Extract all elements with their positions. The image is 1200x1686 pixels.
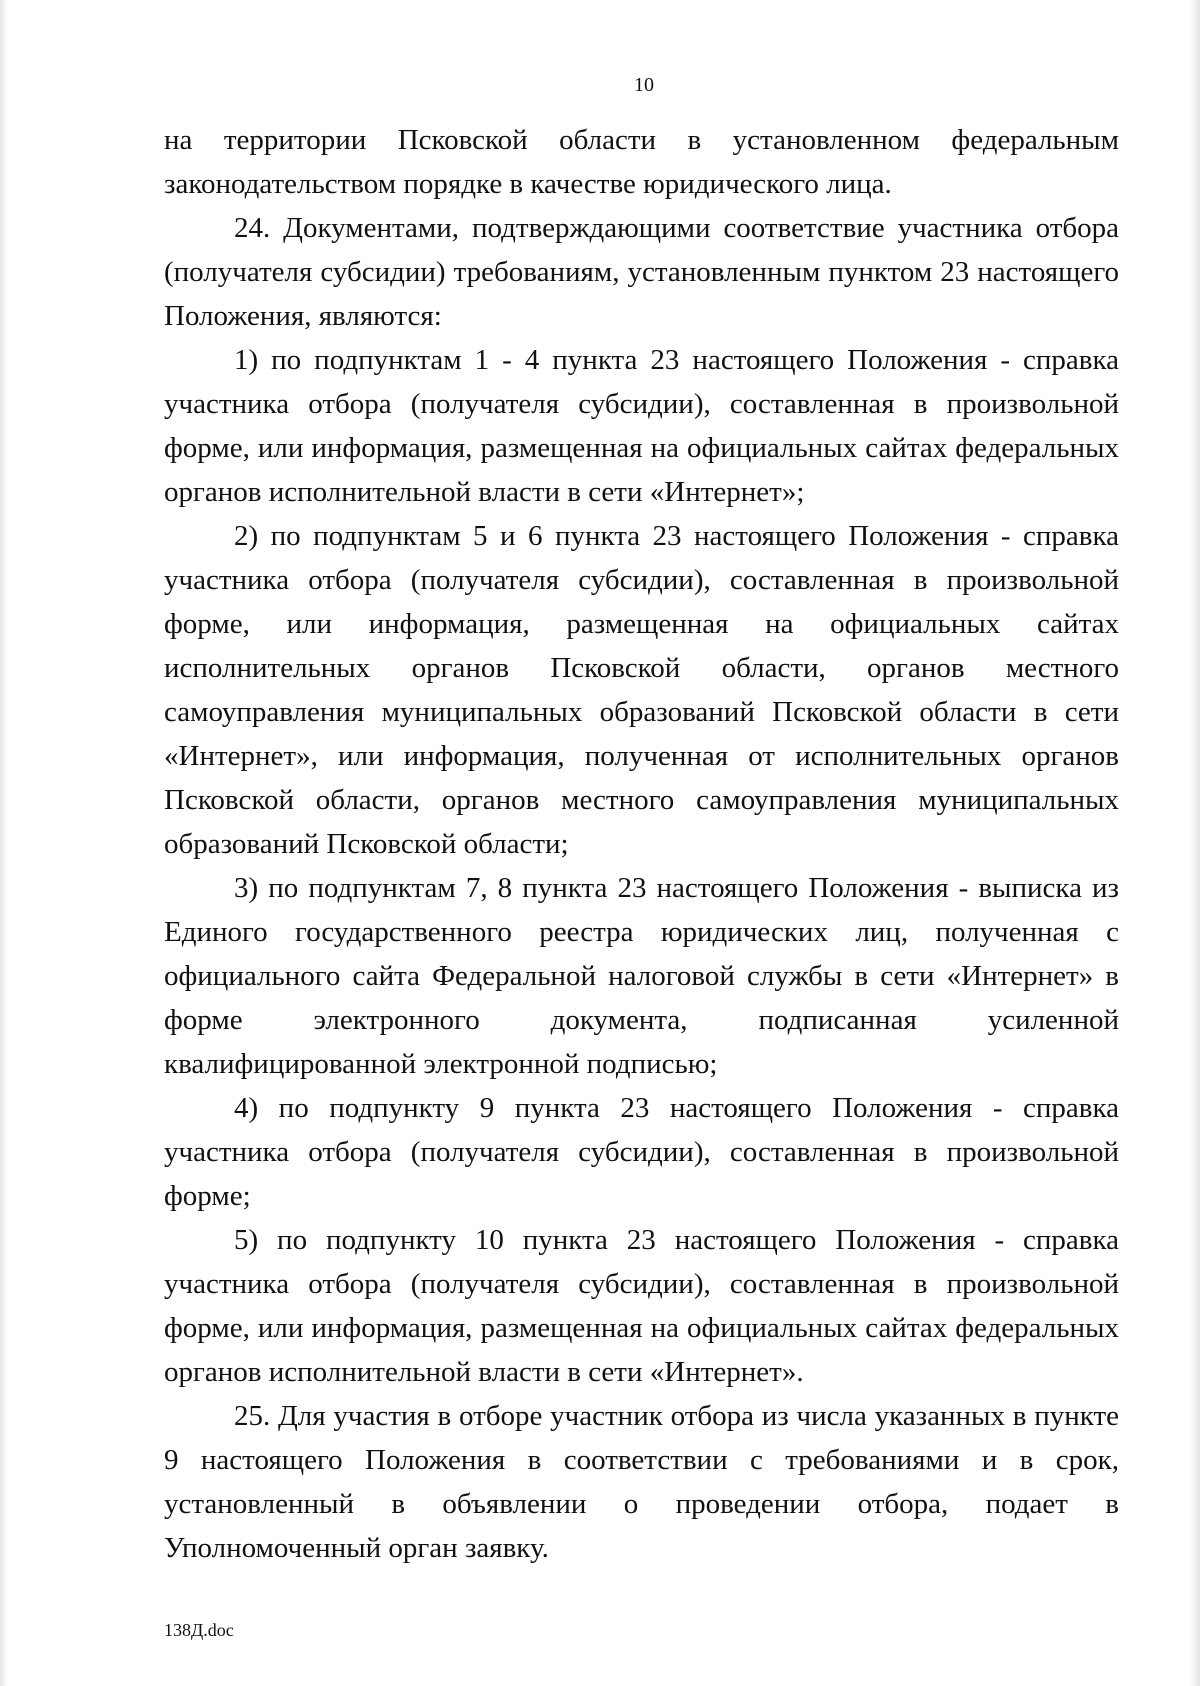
paragraph-item-25: 25. Для участия в отборе участник отбора из числа указанных в пункте 9 настоящего Положения в соответствии с требованиями и в срок, установленный в объявлении о проведении отбора, подает в Уполномоченный орган заявку. — [164, 1400, 1119, 1564]
paragraph-item-24: 24. Документами, подтверждающими соответствие участника отбора (получателя субсидии) требованиям, установленным пунктом 23 настоящего Положения, являются: — [164, 212, 1119, 332]
paragraph-continuation: на территории Псковской области в установленном федеральным законодательством порядке в качестве юридического лица. — [164, 124, 1119, 200]
footer-filename: 138Д.doc — [164, 1620, 234, 1640]
document-body — [164, 118, 1119, 1570]
subitem-4: 4) по подпункту 9 пункта 23 настоящего Положения - справка участника отбора (получателя субсидии), составленная в произвольной форме; — [164, 1092, 1119, 1212]
page-number: 10 — [634, 74, 654, 96]
subitem-2: 2) по подпунктам 5 и 6 пункта 23 настоящего Положения - справка участника отбора (получателя субсидии), составленная в произвольной форме, или информация, размещенная на официальных сайтах исполнительных органов Псковской области, органов местного самоуправления муниципальных образований Псковской области в сети «Интернет», или информация, полученная от исполнительных органов Псковской области, органов местного самоуправления муниципальных образований Псковской области; — [164, 520, 1119, 860]
subitem-5: 5) по подпункту 10 пункта 23 настоящего Положения - справка участника отбора (получателя субсидии), составленная в произвольной форме, или информация, размещенная на официальных сайтах федеральных органов исполнительной власти в сети «Интернет». — [164, 1224, 1119, 1388]
subitem-1: 1) по подпунктам 1 - 4 пункта 23 настоящего Положения - справка участника отбора (получателя субсидии), составленная в произвольной форме, или информация, размещенная на официальных сайтах федеральных органов исполнительной власти в сети «Интернет»; — [164, 344, 1119, 508]
scan-edge-right — [1190, 0, 1200, 1686]
subitem-3: 3) по подпунктам 7, 8 пункта 23 настоящего Положения - выписка из Единого государственного реестра юридических лиц, полученная с официального сайта Федеральной налоговой службы в сети «Интернет» в форме электронного документа, подписанная усиленной квалифицированной электронной подписью; — [164, 872, 1119, 1080]
scan-edge-left — [0, 0, 8, 1686]
